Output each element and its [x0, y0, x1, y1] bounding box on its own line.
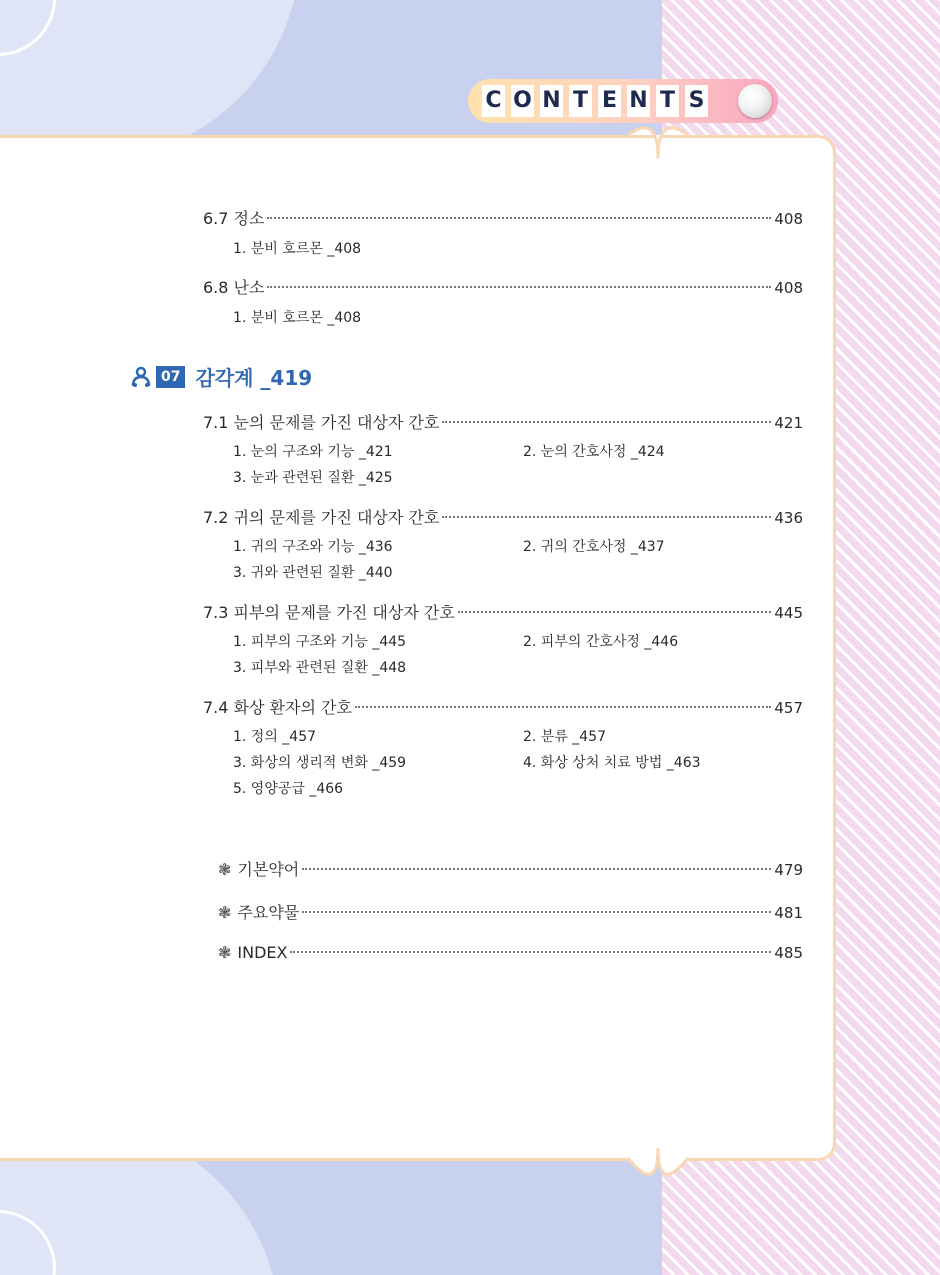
toc-subitem[interactable]: 2. 분류 _457: [523, 729, 607, 745]
toc-subitem[interactable]: 1. 눈의 구조와 기능 _421: [233, 444, 393, 460]
chapter-title: 감각계 _419: [195, 366, 313, 390]
toc-entry-label: 6.7 정소: [203, 209, 265, 228]
flower-bullet-icon: ❃: [218, 860, 232, 879]
toc-subitem[interactable]: 4. 화상 상처 치료 방법 _463: [523, 755, 701, 771]
flower-bullet-icon: ❃: [218, 943, 232, 962]
appendix-label: 기본약어: [237, 860, 300, 879]
toc-subitem[interactable]: 1. 정의 _457: [233, 729, 317, 745]
contents-letter: O: [511, 85, 534, 117]
toc-entry-label: 7.1 눈의 문제를 가진 대상자 간호: [203, 413, 440, 432]
dot-leader: [267, 286, 771, 288]
toc-subitem[interactable]: 1. 귀의 구조와 기능 _436: [233, 539, 393, 555]
dot-leader: [302, 911, 771, 913]
toc-subitem[interactable]: 3. 피부와 관련된 질환 _448: [233, 660, 407, 676]
dot-leader: [355, 706, 771, 708]
dot-leader: [442, 421, 771, 423]
toc-entry-6-7[interactable]: [203, 206, 803, 229]
appendix-label: INDEX: [237, 943, 288, 962]
toc-entry-label: 6.8 난소: [203, 278, 265, 297]
toc-appendix-index[interactable]: [218, 943, 803, 962]
toc-entry-page: 421: [774, 414, 803, 432]
toc-entry-page: 445: [774, 604, 803, 622]
toc-subitem[interactable]: 5. 영양공급 _466: [233, 781, 344, 797]
flower-bullet-icon: ❃: [218, 903, 232, 922]
chapter-heading[interactable]: [130, 362, 312, 391]
toc-entry-label: [218, 857, 299, 880]
toc-entry-7-3[interactable]: [203, 600, 803, 623]
dot-leader: [442, 516, 771, 518]
toc-subitem[interactable]: 2. 피부의 간호사정 _446: [523, 634, 679, 650]
card-notch-top: [628, 118, 688, 168]
pearl-ball-icon: [738, 84, 772, 118]
toc-entry-7-1[interactable]: [203, 410, 803, 433]
contents-letter: E: [598, 85, 621, 117]
toc-subitem[interactable]: 3. 화상의 생리적 변화 _459: [233, 755, 407, 771]
toc-entry-page: 479: [774, 861, 803, 879]
toc-subitem[interactable]: 1. 분비 호르몬 _408: [233, 241, 362, 257]
toc-entry-label: 7.3 피부의 문제를 가진 대상자 간호: [203, 603, 455, 622]
toc-entry-label: [218, 900, 299, 923]
toc-entry-page: 485: [774, 944, 803, 962]
dot-leader: [267, 217, 771, 219]
toc-subitem[interactable]: 2. 귀의 간호사정 _437: [523, 539, 665, 555]
contents-letter: S: [685, 85, 708, 117]
chapter-number: 07: [156, 366, 185, 388]
toc-entry-label: [218, 943, 287, 962]
appendix-label: 주요약물: [237, 903, 300, 922]
contents-letter: N: [627, 85, 650, 117]
toc-entry-7-4[interactable]: [203, 695, 803, 718]
toc-entry-6-8[interactable]: [203, 275, 803, 298]
toc-subitem[interactable]: 3. 눈과 관련된 질환 _425: [233, 470, 393, 486]
toc-entry-page: 436: [774, 509, 803, 527]
toc-entry-label: 7.4 화상 환자의 간호: [203, 698, 352, 717]
toc-entry-page: 408: [774, 210, 803, 228]
toc-subitem[interactable]: 1. 피부의 구조와 기능 _445: [233, 634, 407, 650]
contents-letter: N: [540, 85, 563, 117]
toc-subitem[interactable]: 1. 분비 호르몬 _408: [233, 310, 362, 326]
card-notch-bottom: [628, 1140, 688, 1190]
toc-entry-page: 457: [774, 699, 803, 717]
toc-appendix-drugs[interactable]: [218, 900, 803, 923]
toc-entry-7-2[interactable]: [203, 505, 803, 528]
toc-entry-page: 408: [774, 279, 803, 297]
contents-letter: T: [569, 85, 592, 117]
toc-entry-page: 481: [774, 904, 803, 922]
contents-title: [482, 85, 714, 117]
toc-appendix-abbreviations[interactable]: [218, 857, 803, 880]
dot-leader: [458, 611, 772, 613]
dot-leader: [290, 951, 771, 953]
contents-letter: T: [656, 85, 679, 117]
person-icon: [130, 366, 152, 388]
dot-leader: [302, 868, 771, 870]
contents-letter: C: [482, 85, 505, 117]
toc-subitem[interactable]: 3. 귀와 관련된 질환 _440: [233, 565, 393, 581]
toc-subitem[interactable]: 2. 눈의 간호사정 _424: [523, 444, 665, 460]
toc-entry-label: 7.2 귀의 문제를 가진 대상자 간호: [203, 508, 440, 527]
